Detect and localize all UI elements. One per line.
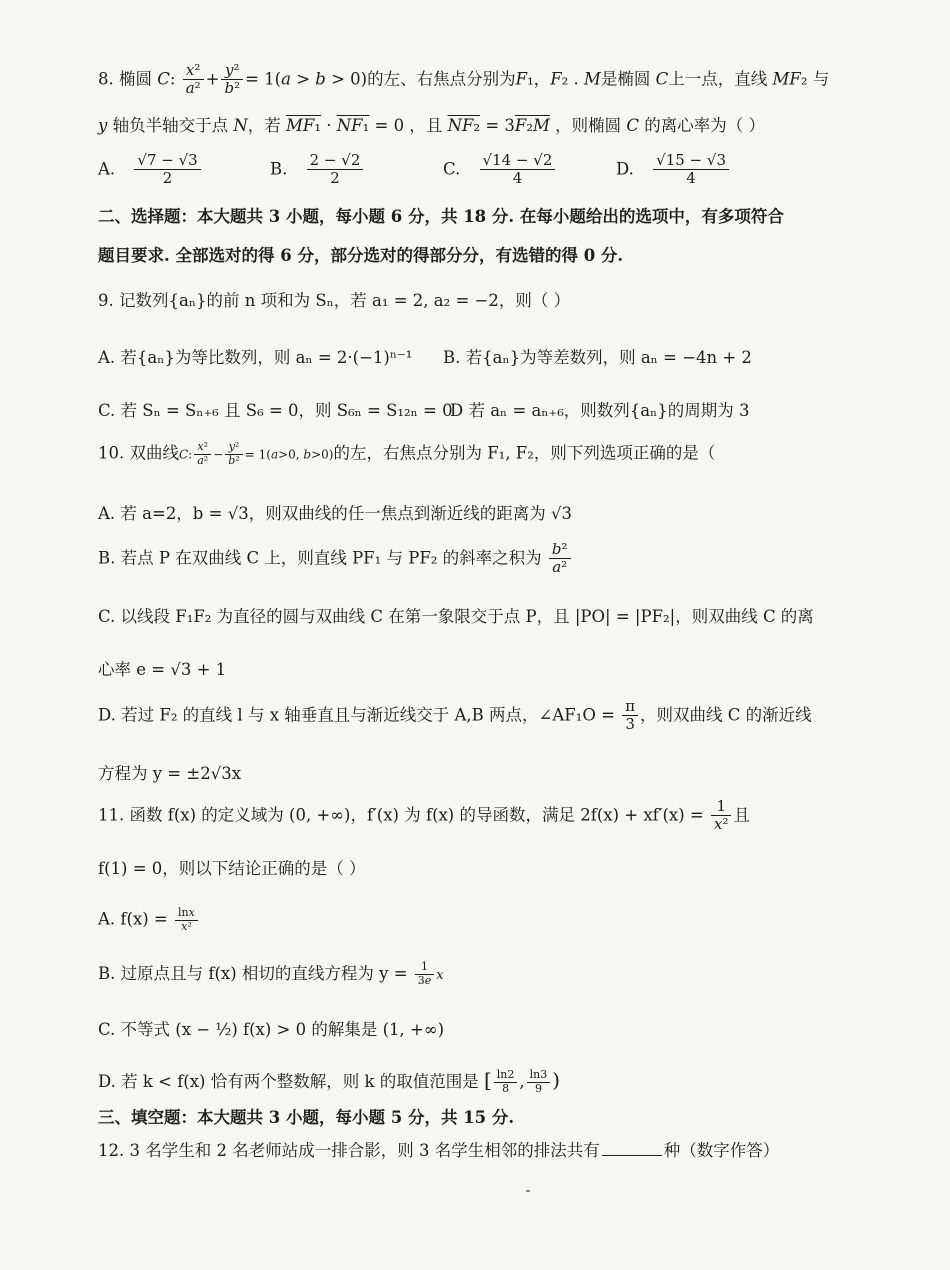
option-label: C. [443, 159, 461, 179]
q10-option-c-line1[interactable]: C. 以线段 F₁F₂ 为直径的圆与双曲线 C 在第一象限交于点 P，且 |PO| = |PF₂|，则双曲线 C 的离 [98, 607, 814, 626]
q11-option-b-text: B. 过原点且与 f(x) 相切的直线方程为 y = [98, 964, 408, 983]
option-numerator: 2 − √2 [307, 152, 364, 170]
q8-text-8: 且 [425, 116, 443, 135]
q9-option-c[interactable]: C. 若 Sₙ = Sₙ₊₆ 且 S₆ = 0，则 S₆ₙ = S₁₂ₙ = 0 [98, 401, 453, 420]
q10-option-a[interactable]: A. 若 a=2，b = √3，则双曲线的任一焦点到渐近线的距离为 √3 [98, 504, 572, 523]
q9-option-d[interactable]: D 若 aₙ = aₙ₊₆，则数列{aₙ}的周期为 3 [450, 401, 750, 420]
option-numerator: √15 − √3 [653, 152, 729, 170]
ellipse-label: C [157, 69, 170, 89]
q10-option-d-line2: 方程为 y = ±2√3x [98, 764, 242, 783]
q11-stem-line1 [98, 798, 750, 834]
q10-option-b[interactable] [98, 541, 573, 577]
q8-option-d[interactable] [616, 152, 731, 188]
q8-text-3: 是椭圆 [600, 69, 651, 89]
frac-x2-a2: $\frac{\text{x²}}{\text{a²}}$ [183, 62, 204, 98]
q9-option-a[interactable]: A. 若{aₙ}为等比数列，则 aₙ = 2·(−1)ⁿ⁻¹ [98, 348, 413, 367]
q10-stem-suffix: 的左，右焦点分别为 F₁, F₂，则下列选项正确的是（ [333, 443, 716, 463]
q11-option-b[interactable]: B. 过原点且与 f(x) 相切的直线方程为 y = $\frac{1}{3e}$ x [98, 960, 444, 987]
q8-text-4: 上一点，直线 [668, 69, 768, 89]
frac-ln2-8: $\frac{\ln 2}{8}$ [494, 1069, 518, 1095]
frac-y2-b2: $\frac{\text{y²}}{\text{b²}}$ [221, 62, 243, 98]
frac-1-3e: $\frac{1}{3e}$ [415, 961, 435, 987]
section2-heading-line2: 题目要求. 全部选对的得 6 分，部分选对的得部分分，有选错的得 0 分. [98, 246, 624, 265]
q8-text-1: 8. 椭圆 [98, 69, 152, 89]
q10-option-d-text-2: ，则双曲线 C 的渐近线 [640, 705, 812, 725]
frac-y2-b2-small: $\frac{\text{y²}}{\text{b²}}$ [225, 441, 242, 467]
q11-option-d-text: D. 若 k < f(x) 恰有两个整数解，则 k 的取值范围是 [98, 1072, 479, 1091]
q8-text-7: 若 [264, 116, 281, 135]
frac-b2-a2: $\frac{\text{b²}}{\text{a²}}$ [549, 541, 571, 577]
option-numerator: √7 − √3 [134, 152, 200, 170]
q8-text-5: 与 [812, 69, 830, 89]
q10-option-d-line1[interactable] [98, 698, 812, 734]
q8-option-a[interactable] [98, 152, 203, 188]
frac-1-x2: $\frac{1}{\text{x²}}$ [711, 798, 731, 834]
q10-stem-prefix: 10. 双曲线 [98, 443, 179, 463]
q8-text-2: 的左、右焦点分别为 [367, 69, 516, 89]
option-label: D. [616, 159, 634, 179]
section3-heading: 三、填空题：本大题共 3 小题，每小题 5 分，共 15 分. [98, 1108, 515, 1127]
q11-option-c[interactable]: C. 不等式 (x − ½) f(x) > 0 的解集是 (1, +∞) [98, 1020, 445, 1039]
frac-lnx-x2: $\frac{\ln x}{\text{x²}}$ [175, 907, 198, 933]
q11-option-a-text: A. f(x) = [98, 909, 168, 929]
option-denominator: 4 [686, 169, 696, 188]
q8-text-9: 则椭圆 [571, 116, 622, 135]
option-label: B. [270, 159, 288, 179]
option-label: A. [98, 159, 116, 179]
scan-speck [526, 1190, 530, 1192]
option-numerator: √14 − √2 [480, 152, 556, 170]
section2-heading-line1: 二、选择题：本大题共 3 小题，每小题 6 分，共 18 分. 在每小题给出的选项中，有多项符合 [98, 207, 784, 226]
q10-option-d-text: D. 若过 F₂ 的直线 l 与 x 轴垂直且与渐近线交于 A,B 两点，∠AF₁O = [98, 705, 615, 725]
q8-option-b[interactable] [270, 152, 365, 188]
q10-stem: 10. 双曲线C: $\frac{\text{x²}}{\text{a²}}$ − $\frac{\text{y²}}{\text{b²}}$ = 1(a>0, b>0)的左，右焦点分别为 F₁, F₂，则下列选项正确的是（ [98, 440, 716, 467]
q11-stem-text: 11. 函数 f(x) 的定义域为 (0, +∞)，f′(x) 为 f(x) 的导函数，满足 2f(x) + xf′(x) = [98, 805, 704, 825]
option-denominator: 2 [162, 169, 173, 188]
frac-ln3-9: $\frac{\ln 3}{9}$ [527, 1069, 551, 1095]
q12-text: 12. 3 名学生和 2 名老师站成一排合影，则 3 名学生相邻的排法共有 [98, 1141, 600, 1160]
frac-x2-a2-small: $\frac{\text{x²}}{\text{a²}}$ [194, 441, 211, 467]
q8-line2: y 轴负半轴交于点 N，若 MF₁ · NF₁ = 0 ，且 NF₂ = 3F₂M ，则椭圆 C 的离心率为（ ） [98, 116, 766, 135]
q11-stem-text-2: 且 [733, 805, 750, 825]
option-denominator: 2 [330, 169, 340, 188]
q12-text-2: 种（数字作答） [663, 1141, 780, 1160]
q12-stem [98, 1141, 779, 1161]
q11-stem-line2: f(1) = 0，则以下结论正确的是（ ） [98, 859, 366, 878]
q11-option-a[interactable] [98, 907, 200, 933]
q9-stem: 9. 记数列{aₙ}的前 n 项和为 Sₙ，若 a₁ = 2, a₂ = −2，则（ ） [98, 291, 571, 310]
q10-option-c-line2: 心率 e = √3 + 1 [98, 660, 227, 679]
frac-pi-3: $\frac{\pi}{3}$ [622, 698, 638, 734]
q8-text-6: 轴负半轴交于点 [112, 116, 229, 135]
q10-option-b-text: B. 若点 P 在双曲线 C 上，则直线 PF₁ 与 PF₂ 的斜率之积为 [98, 548, 542, 568]
answer-blank[interactable] [602, 1155, 662, 1156]
option-denominator: 4 [512, 169, 523, 188]
q8-line1: 8. 椭圆 C: $\frac{\text{x²}}{\text{a²}}$ + $\frac{\text{y²}}{\text{b²}}$ = 1(a > b > 0)的左、右焦点分别为F₁，F₂ . M是椭圆 C上一点，直线 MF₂ 与 [98, 61, 830, 98]
q8-option-c[interactable] [443, 152, 557, 188]
q8-text-10: 的离心率为（ ） [644, 116, 766, 135]
q11-option-d[interactable]: D. 若 k < f(x) 恰有两个整数解，则 k 的取值范围是 [ $\frac{\ln 2}{8}$ , $\frac{\ln 3}{9}$ ) [98, 1068, 561, 1095]
q9-option-b[interactable]: B. 若{aₙ}为等差数列，则 aₙ = −4n + 2 [443, 348, 752, 367]
